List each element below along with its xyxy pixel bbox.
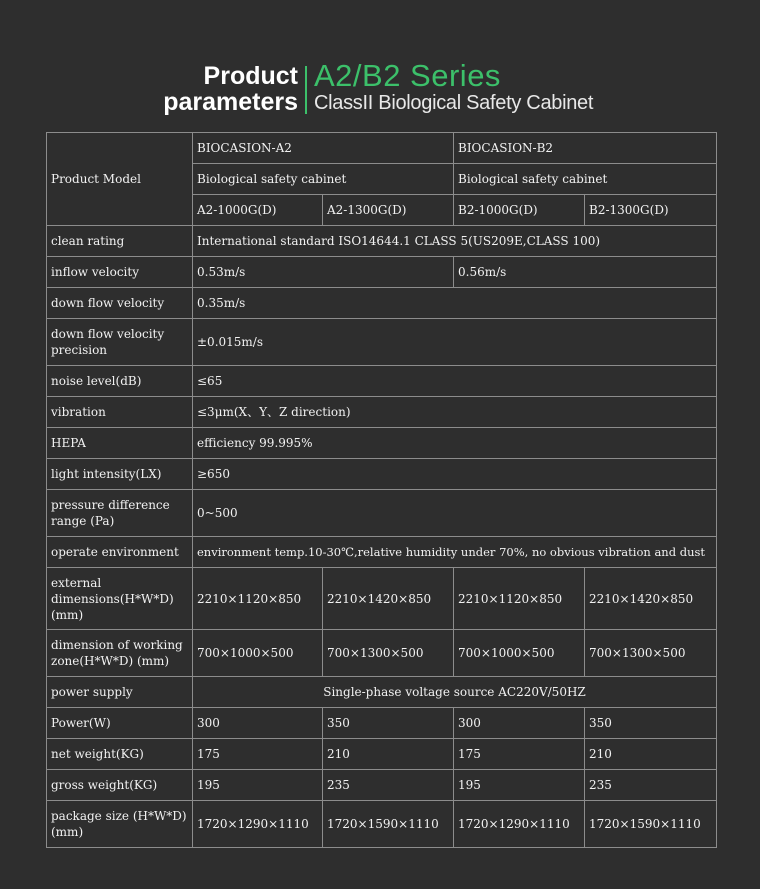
row-label: HEPA [47, 428, 193, 459]
model-b2-name: BIOCASION-B2 [454, 133, 717, 164]
row-label: pressure difference range (Pa) [47, 490, 193, 537]
package-size-b2-1000: 1720×1290×1110 [454, 801, 585, 848]
table-row [47, 366, 717, 397]
table-row [47, 257, 717, 288]
noise-level-value: ≤65 [193, 366, 717, 397]
working-zone-b2-1000: 700×1000×500 [454, 630, 585, 677]
product-model-label: Product Model [47, 133, 193, 226]
row-label: down flow velocity [47, 288, 193, 319]
gross-weight-a2-1000: 195 [193, 770, 323, 801]
table-row [47, 459, 717, 490]
package-size-a2-1000: 1720×1290×1110 [193, 801, 323, 848]
spec-table [46, 132, 717, 848]
net-weight-a2-1000: 175 [193, 739, 323, 770]
row-label: Power(W) [47, 708, 193, 739]
table-row [47, 490, 717, 537]
variant-b2-1300: B2-1300G(D) [585, 195, 717, 226]
variant-a2-1300: A2-1300G(D) [323, 195, 454, 226]
down-flow-velocity-value: 0.35m/s [193, 288, 717, 319]
row-label: clean rating [47, 226, 193, 257]
page-title [163, 63, 298, 115]
title-line-parameters: parameters [163, 88, 298, 116]
table-row [47, 133, 717, 164]
gross-weight-a2-1300: 235 [323, 770, 454, 801]
operate-environment-value: environment temp.10-30℃,relative humidity under 70%, no obvious vibration and dust [193, 537, 717, 568]
package-size-a2-1300: 1720×1590×1110 [323, 801, 454, 848]
row-label: inflow velocity [47, 257, 193, 288]
external-dimensions-b2-1300: 2210×1420×850 [585, 568, 717, 630]
series-block [314, 60, 593, 114]
row-label: gross weight(KG) [47, 770, 193, 801]
model-a2-type: Biological safety cabinet [193, 164, 454, 195]
inflow-velocity-b2: 0.56m/s [454, 257, 717, 288]
table-row [47, 226, 717, 257]
row-label: noise level(dB) [47, 366, 193, 397]
power-a2-1300: 350 [323, 708, 454, 739]
table-row [47, 568, 717, 630]
table-row [47, 708, 717, 739]
clean-rating-value: International standard ISO14644.1 CLASS 5(US209E,CLASS 100) [193, 226, 717, 257]
external-dimensions-a2-1300: 2210×1420×850 [323, 568, 454, 630]
power-b2-1300: 350 [585, 708, 717, 739]
model-a2-name: BIOCASION-A2 [193, 133, 454, 164]
table-row [47, 770, 717, 801]
row-label: down flow velocity precision [47, 319, 193, 366]
table-row [47, 677, 717, 708]
inflow-velocity-a2: 0.53m/s [193, 257, 454, 288]
table-row [47, 801, 717, 848]
table-row [47, 428, 717, 459]
title-divider [305, 66, 307, 114]
pressure-difference-value: 0~500 [193, 490, 717, 537]
series-name: A2/B2 Series [314, 58, 501, 93]
table-row [47, 630, 717, 677]
power-a2-1000: 300 [193, 708, 323, 739]
row-label: package size (H*W*D) (mm) [47, 801, 193, 848]
row-label: vibration [47, 397, 193, 428]
row-label: operate environment [47, 537, 193, 568]
external-dimensions-a2-1000: 2210×1120×850 [193, 568, 323, 630]
table-row [47, 319, 717, 366]
row-label: dimension of working zone(H*W*D) (mm) [47, 630, 193, 677]
power-b2-1000: 300 [454, 708, 585, 739]
power-supply-value: Single-phase voltage source AC220V/50HZ [193, 677, 717, 708]
working-zone-b2-1300: 700×1300×500 [585, 630, 717, 677]
page-header [0, 60, 760, 120]
table-row [47, 537, 717, 568]
table-row [47, 397, 717, 428]
gross-weight-b2-1000: 195 [454, 770, 585, 801]
gross-weight-b2-1300: 235 [585, 770, 717, 801]
row-label: net weight(KG) [47, 739, 193, 770]
table-row [47, 739, 717, 770]
package-size-b2-1300: 1720×1590×1110 [585, 801, 717, 848]
row-label: external dimensions(H*W*D) (mm) [47, 568, 193, 630]
title-line-product: Product [203, 62, 298, 90]
external-dimensions-b2-1000: 2210×1120×850 [454, 568, 585, 630]
vibration-value: ≤3μm(X、Y、Z direction) [193, 397, 717, 428]
net-weight-a2-1300: 210 [323, 739, 454, 770]
model-b2-type: Biological safety cabinet [454, 164, 717, 195]
working-zone-a2-1300: 700×1300×500 [323, 630, 454, 677]
variant-b2-1000: B2-1000G(D) [454, 195, 585, 226]
light-intensity-value: ≥650 [193, 459, 717, 490]
row-label: light intensity(LX) [47, 459, 193, 490]
net-weight-b2-1000: 175 [454, 739, 585, 770]
hepa-value: efficiency 99.995% [193, 428, 717, 459]
down-flow-precision-value: ±0.015m/s [193, 319, 717, 366]
variant-a2-1000: A2-1000G(D) [193, 195, 323, 226]
working-zone-a2-1000: 700×1000×500 [193, 630, 323, 677]
series-subtitle: ClassII Biological Safety Cabinet [314, 92, 594, 114]
net-weight-b2-1300: 210 [585, 739, 717, 770]
table-row [47, 288, 717, 319]
row-label: power supply [47, 677, 193, 708]
